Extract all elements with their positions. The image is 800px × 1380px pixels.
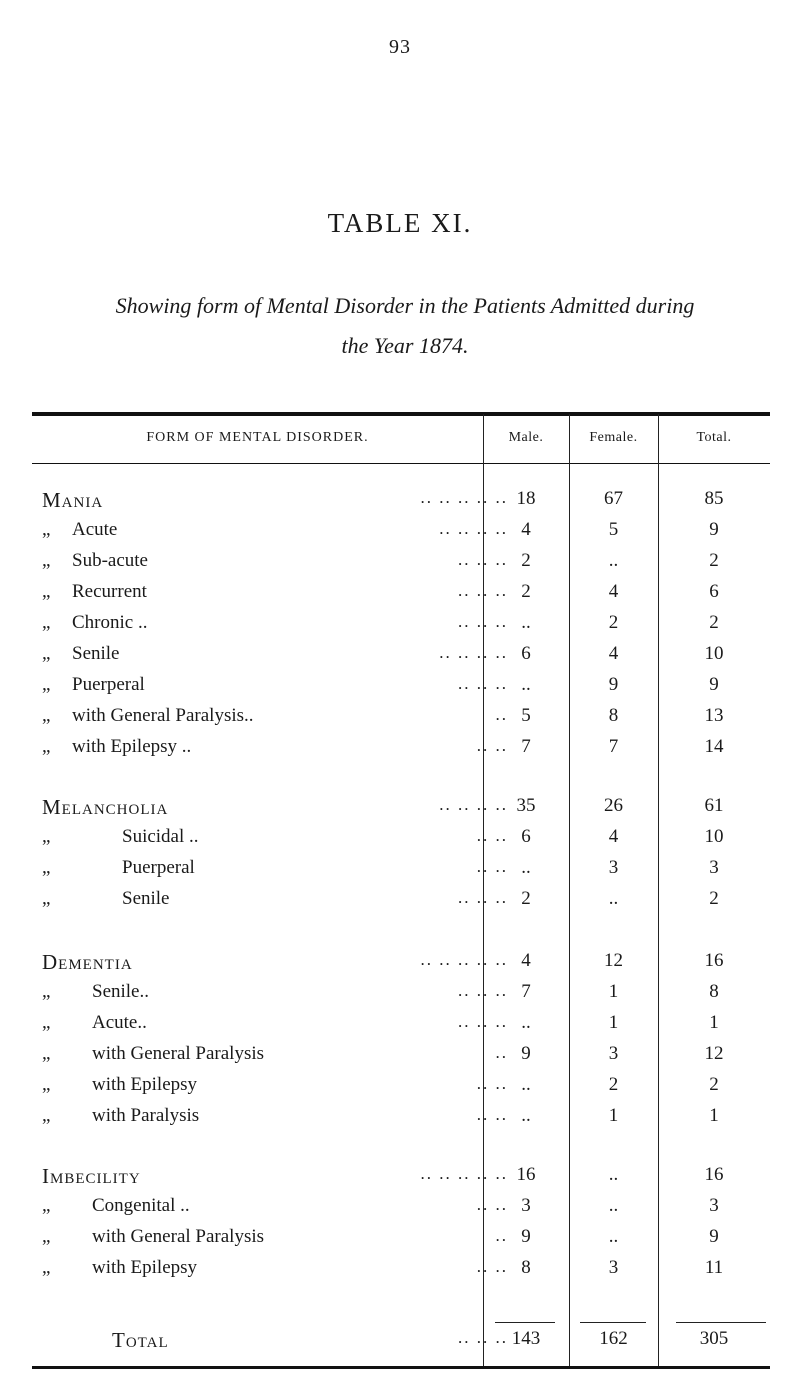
male-count: .. bbox=[521, 1105, 531, 1126]
leader-dots: .. .. .. bbox=[458, 550, 508, 569]
total-male: 143 bbox=[511, 1328, 541, 1349]
leader-dots: .. .. .. .. bbox=[439, 643, 508, 662]
leader-dots: .. .. .. bbox=[458, 612, 508, 631]
ditto-mark: „ bbox=[42, 705, 51, 726]
leader-dots: .. bbox=[495, 1226, 508, 1245]
total-count: 9 bbox=[709, 674, 719, 695]
table-row bbox=[32, 643, 770, 671]
female-count: 3 bbox=[608, 1043, 619, 1064]
male-count: .. bbox=[521, 1074, 531, 1095]
female-count: 9 bbox=[608, 674, 619, 695]
female-count: 2 bbox=[608, 612, 619, 633]
table-subtitle bbox=[60, 286, 750, 366]
ditto-mark: „ bbox=[42, 674, 51, 695]
table-row bbox=[32, 1074, 770, 1102]
table-row bbox=[32, 1164, 770, 1192]
leader-dots: .. .. .. .. .. bbox=[420, 950, 508, 969]
total-count: 12 bbox=[704, 1043, 724, 1064]
table-row bbox=[32, 857, 770, 885]
leader-dots: .. bbox=[495, 705, 508, 724]
total-female: 162 bbox=[599, 1328, 628, 1349]
header-form: FORM OF MENTAL DISORDER. bbox=[146, 430, 369, 445]
subtitle-line-2: the Year 1874. bbox=[341, 333, 469, 358]
female-count: 3 bbox=[608, 857, 619, 878]
row-label: with Epilepsy .. bbox=[72, 736, 192, 757]
row-label: Acute bbox=[72, 519, 118, 540]
male-count: 6 bbox=[521, 643, 531, 664]
table-row bbox=[32, 1043, 770, 1071]
row-label: Senile bbox=[122, 888, 170, 909]
male-count: .. bbox=[521, 612, 531, 633]
total-leader-dots: .. .. .. bbox=[458, 1328, 508, 1347]
total-count: 9 bbox=[709, 1226, 719, 1247]
ditto-mark: „ bbox=[42, 643, 51, 664]
table-row bbox=[32, 519, 770, 547]
male-count: .. bbox=[521, 674, 531, 695]
total-count: 2 bbox=[709, 1074, 719, 1095]
ditto-mark: „ bbox=[42, 826, 51, 847]
ditto-mark: „ bbox=[42, 736, 51, 757]
leader-dots: .. .. .. bbox=[458, 581, 508, 600]
table-row bbox=[32, 1105, 770, 1133]
table-row bbox=[32, 795, 770, 823]
ditto-mark: „ bbox=[42, 1195, 51, 1216]
male-count: 7 bbox=[521, 981, 531, 1002]
total-count: 61 bbox=[704, 795, 724, 816]
ditto-mark: „ bbox=[42, 550, 51, 571]
female-count: .. bbox=[608, 550, 619, 571]
male-count: 3 bbox=[521, 1195, 531, 1216]
male-count: 2 bbox=[521, 888, 531, 909]
row-label: Recurrent bbox=[72, 581, 147, 602]
total-count: 9 bbox=[709, 519, 719, 540]
male-count: .. bbox=[521, 857, 531, 878]
total-count: 2 bbox=[709, 550, 719, 571]
leader-dots: .. .. bbox=[476, 1257, 508, 1276]
leader-dots: .. bbox=[495, 1043, 508, 1062]
ditto-mark: „ bbox=[42, 981, 51, 1002]
header-rule bbox=[32, 463, 770, 464]
male-count: 9 bbox=[521, 1043, 531, 1064]
group-label: Imbecility bbox=[42, 1164, 141, 1188]
row-label: with Epilepsy bbox=[92, 1074, 198, 1095]
female-count: 5 bbox=[608, 519, 619, 540]
row-label: Suicidal .. bbox=[122, 826, 199, 847]
group-label: Dementia bbox=[42, 950, 133, 974]
header-total: Total. bbox=[696, 430, 732, 445]
row-label: with General Paralysis.. bbox=[72, 705, 254, 726]
table-row bbox=[32, 1257, 770, 1285]
ditto-mark: „ bbox=[42, 519, 51, 540]
leader-dots: .. .. .. .. .. bbox=[420, 488, 508, 507]
ditto-mark: „ bbox=[42, 612, 51, 633]
total-count: 2 bbox=[709, 612, 719, 633]
leader-dots: .. .. bbox=[476, 1074, 508, 1093]
leader-dots: .. .. .. bbox=[458, 888, 508, 907]
row-label: with Paralysis bbox=[92, 1105, 200, 1126]
male-count: 9 bbox=[521, 1226, 531, 1247]
leader-dots: .. .. bbox=[476, 1195, 508, 1214]
table-row bbox=[32, 1195, 770, 1223]
total-count: 3 bbox=[709, 1195, 719, 1216]
table-bottom-rule bbox=[32, 1366, 770, 1369]
leader-dots: .. .. bbox=[476, 1105, 508, 1124]
table-row bbox=[32, 612, 770, 640]
female-count: 7 bbox=[608, 736, 619, 757]
ditto-mark: „ bbox=[42, 1043, 51, 1064]
female-count: 1 bbox=[608, 981, 619, 1002]
total-count: 13 bbox=[704, 705, 724, 726]
table-row bbox=[32, 1226, 770, 1254]
total-rule-total bbox=[676, 1322, 766, 1323]
subtitle-line-1: Showing form of Mental Disorder in the Patients Admitted during bbox=[115, 293, 695, 318]
ditto-mark: „ bbox=[42, 1012, 51, 1033]
total-count: 85 bbox=[704, 488, 724, 509]
male-count: 4 bbox=[521, 950, 531, 971]
row-label: Senile.. bbox=[92, 981, 149, 1002]
ditto-mark: „ bbox=[42, 1074, 51, 1095]
male-count: 35 bbox=[516, 795, 536, 816]
row-label: Senile bbox=[72, 643, 120, 664]
group-label: Mania bbox=[42, 488, 104, 512]
total-count: 16 bbox=[704, 1164, 724, 1185]
total-count: 8 bbox=[709, 981, 719, 1002]
male-count: 2 bbox=[521, 550, 531, 571]
row-label: with Epilepsy bbox=[92, 1257, 198, 1278]
male-count: 2 bbox=[521, 581, 531, 602]
total-total: 305 bbox=[699, 1328, 729, 1349]
total-count: 14 bbox=[704, 736, 724, 757]
ditto-mark: „ bbox=[42, 888, 51, 909]
female-count: 4 bbox=[608, 643, 619, 664]
ditto-mark: „ bbox=[42, 1226, 51, 1247]
female-count: .. bbox=[608, 888, 619, 909]
total-count: 10 bbox=[704, 826, 724, 847]
female-count: 1 bbox=[608, 1012, 619, 1033]
row-label: with General Paralysis bbox=[92, 1043, 265, 1064]
total-count: 1 bbox=[709, 1012, 719, 1033]
female-count: .. bbox=[608, 1164, 619, 1185]
leader-dots: .. .. bbox=[476, 857, 508, 876]
leader-dots: .. .. bbox=[476, 826, 508, 845]
table-row bbox=[32, 1012, 770, 1040]
female-count: 4 bbox=[608, 581, 619, 602]
row-label: Congenital .. bbox=[92, 1195, 190, 1216]
total-count: 2 bbox=[709, 888, 719, 909]
leader-dots: .. .. bbox=[476, 736, 508, 755]
table-row bbox=[32, 888, 770, 916]
total-count: 1 bbox=[709, 1105, 719, 1126]
ditto-mark: „ bbox=[42, 1105, 51, 1126]
male-count: 8 bbox=[521, 1257, 531, 1278]
total-count: 11 bbox=[704, 1257, 724, 1278]
male-count: 5 bbox=[521, 705, 531, 726]
female-count: 12 bbox=[604, 950, 623, 971]
header-female: Female. bbox=[589, 430, 638, 445]
page-number: 93 bbox=[389, 36, 411, 58]
female-count: 26 bbox=[604, 795, 623, 816]
table-row bbox=[32, 581, 770, 609]
male-count: 7 bbox=[521, 736, 531, 757]
row-label: Puerperal bbox=[122, 857, 195, 878]
leader-dots: .. .. .. .. bbox=[439, 795, 508, 814]
table-row bbox=[32, 674, 770, 702]
leader-dots: .. .. .. bbox=[458, 981, 508, 1000]
male-count: 4 bbox=[521, 519, 531, 540]
male-count: 16 bbox=[516, 1164, 536, 1185]
table-row bbox=[32, 488, 770, 516]
ditto-mark: „ bbox=[42, 1257, 51, 1278]
leader-dots: .. .. .. bbox=[458, 1012, 508, 1031]
table-row bbox=[32, 950, 770, 978]
row-label: Sub-acute bbox=[72, 550, 148, 571]
male-count: 18 bbox=[516, 488, 536, 509]
male-count: 6 bbox=[521, 826, 531, 847]
male-count: .. bbox=[521, 1012, 531, 1033]
total-count: 6 bbox=[709, 581, 719, 602]
female-count: 3 bbox=[608, 1257, 619, 1278]
table-title: TABLE XI. bbox=[327, 208, 473, 238]
table-row bbox=[32, 826, 770, 854]
leader-dots: .. .. .. bbox=[458, 674, 508, 693]
female-count: 2 bbox=[608, 1074, 619, 1095]
row-label: Acute.. bbox=[92, 1012, 147, 1033]
female-count: 1 bbox=[608, 1105, 619, 1126]
row-label: Puerperal bbox=[72, 674, 145, 695]
header-male: Male. bbox=[508, 430, 544, 445]
female-count: 67 bbox=[604, 488, 623, 509]
total-count: 3 bbox=[709, 857, 719, 878]
total-rule-female bbox=[580, 1322, 646, 1323]
total-rule-male bbox=[495, 1322, 555, 1323]
ditto-mark: „ bbox=[42, 581, 51, 602]
total-label: Total bbox=[112, 1328, 169, 1352]
table-row bbox=[32, 736, 770, 764]
leader-dots: .. .. .. .. .. bbox=[420, 1164, 508, 1183]
table-row bbox=[32, 550, 770, 578]
table-row bbox=[32, 705, 770, 733]
female-count: .. bbox=[608, 1226, 619, 1247]
group-label: Melancholia bbox=[42, 795, 169, 819]
female-count: .. bbox=[608, 1195, 619, 1216]
total-count: 10 bbox=[704, 643, 724, 664]
row-label: Chronic .. bbox=[72, 612, 148, 633]
total-count: 16 bbox=[704, 950, 724, 971]
female-count: 8 bbox=[608, 705, 619, 726]
table-top-rule bbox=[32, 412, 770, 416]
table-row bbox=[32, 981, 770, 1009]
row-label: with General Paralysis bbox=[92, 1226, 265, 1247]
female-count: 4 bbox=[608, 826, 619, 847]
total-row bbox=[32, 1328, 770, 1356]
leader-dots: .. .. .. .. bbox=[439, 519, 508, 538]
ditto-mark: „ bbox=[42, 857, 51, 878]
